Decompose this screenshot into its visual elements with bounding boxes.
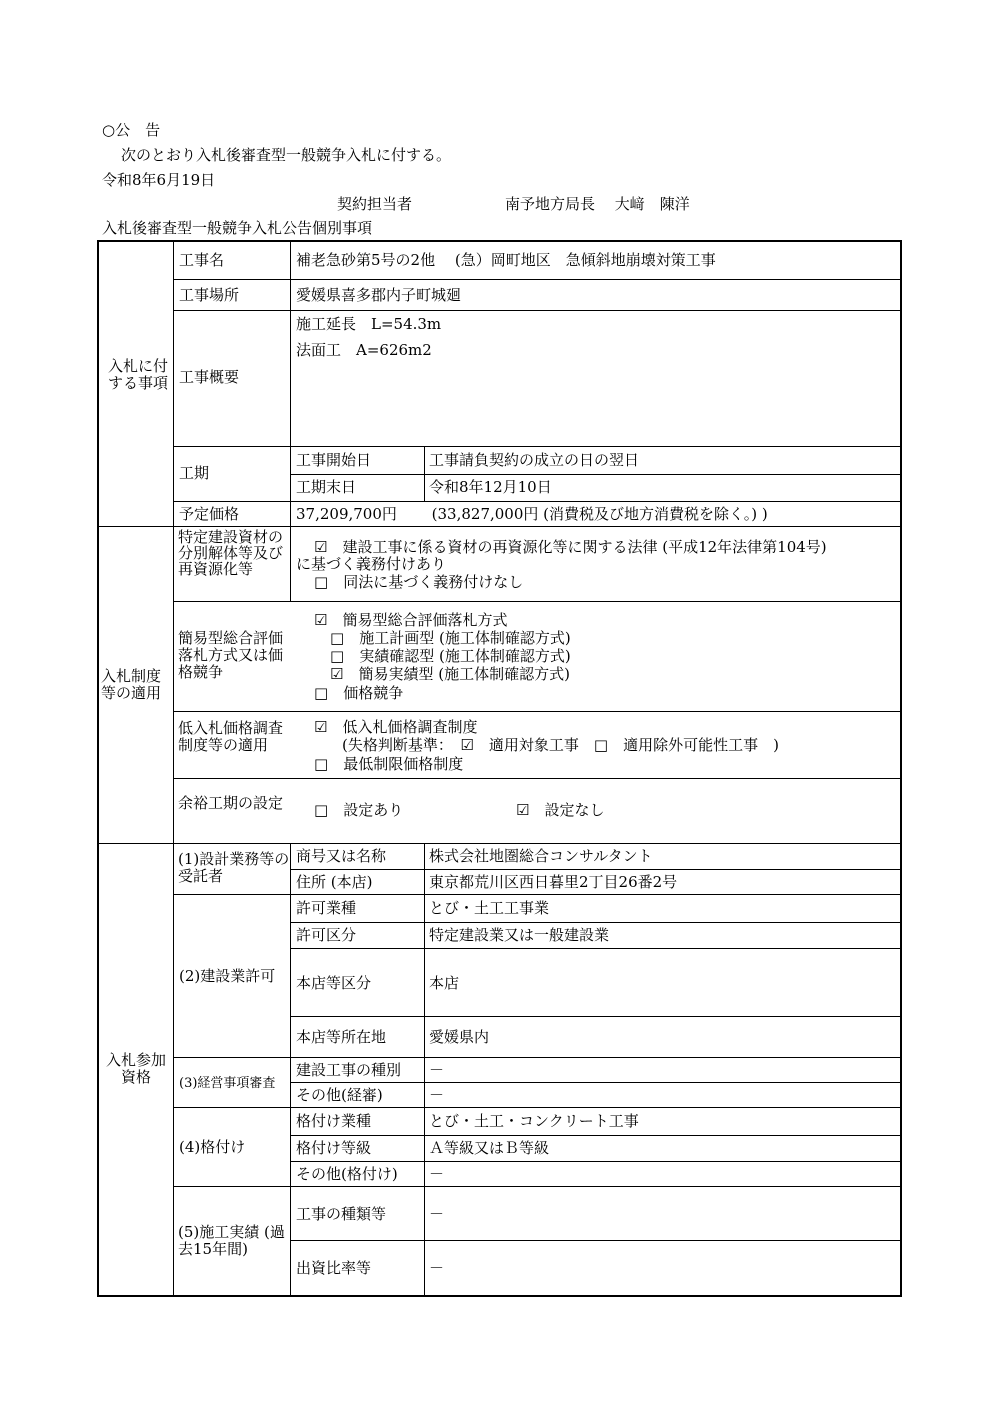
spare-opt2: 設定なし bbox=[544, 801, 605, 819]
address: 東京都荒川区西日暮里2丁目26番2号 bbox=[429, 873, 678, 891]
spare-opt2-checkbox[interactable]: ☑ bbox=[516, 801, 530, 819]
eval-sub3-checkbox[interactable]: ☑ bbox=[330, 665, 344, 683]
low-opt1-checkbox[interactable]: ☑ bbox=[314, 718, 328, 736]
record-ratio-label: 出資比率等 bbox=[296, 1259, 372, 1277]
rank-grade-label: 格付け等級 bbox=[296, 1139, 372, 1157]
overview-line-1: 施工延長 L=54.3m bbox=[296, 315, 442, 333]
license-label: (2)建設業許可 bbox=[179, 967, 276, 985]
low-sub-opt2-checkbox[interactable]: □ bbox=[593, 736, 609, 754]
design-label: (1)設計業務等の受託者 bbox=[178, 850, 290, 885]
low-sub-prefix: (失格判断基準： bbox=[342, 736, 446, 754]
overview-label: 工事概要 bbox=[179, 368, 240, 386]
record-label: (5)施工実績 (過去15年間) bbox=[178, 1223, 285, 1258]
record-kind-label: 工事の種類等 bbox=[296, 1205, 387, 1223]
section1-title: 入札に付する事項 bbox=[108, 357, 169, 392]
price-value: 37,209,700円 (33,827,000円 (消費税及び地方消費税を除く。) ) bbox=[296, 505, 768, 523]
rank-type: とび・土工・コンクリート工事 bbox=[429, 1112, 639, 1130]
start-value: 工事請負契約の成立の日の翌日 bbox=[429, 451, 640, 469]
recycle-label: 特定建設資材の分別解体等及び再資源化等 bbox=[178, 528, 284, 578]
end-label: 工期末日 bbox=[296, 478, 357, 496]
overview-line-2: 法面工 A=626m2 bbox=[296, 341, 432, 359]
eval-sub2: 実績確認型 (施工体制確認方式) bbox=[359, 647, 571, 665]
eval-label: 簡易型総合評価落札方式又は価格競争 bbox=[178, 629, 284, 681]
low-label: 低入札価格調査制度等の適用 bbox=[178, 719, 284, 754]
rank-grade: Ａ等級又はＢ等級 bbox=[429, 1139, 550, 1157]
office-class-label: 本店等区分 bbox=[296, 974, 372, 992]
contractor-name: 南予地方局長 大﨑 陳洋 bbox=[505, 195, 690, 213]
review-kind: － bbox=[429, 1061, 445, 1079]
project-name: 補老急砂第5号の2他 (急）岡町地区 急傾斜地崩壊対策工事 bbox=[296, 251, 716, 269]
eval-sub1-checkbox[interactable]: □ bbox=[330, 629, 345, 647]
license-type: とび・土工工事業 bbox=[429, 899, 550, 917]
eval-opt2-checkbox[interactable]: □ bbox=[314, 684, 329, 702]
office-loc-label: 本店等所在地 bbox=[296, 1028, 387, 1046]
location-label: 工事場所 bbox=[179, 286, 240, 304]
eval-opt2: 価格競争 bbox=[343, 684, 404, 702]
rank-other: － bbox=[429, 1165, 445, 1183]
low-sub-opt1-checkbox[interactable]: ☑ bbox=[460, 736, 474, 754]
low-sub-opt2: 適用除外可能性工事 ) bbox=[623, 736, 779, 754]
recycle-opt2: 同法に基づく義務付けなし bbox=[343, 573, 524, 591]
review-label: (3)経営事項審査 bbox=[179, 1076, 276, 1091]
license-type-label: 許可業種 bbox=[296, 899, 357, 917]
spare-opt1: 設定あり bbox=[343, 801, 404, 819]
rank-type-label: 格付け業種 bbox=[296, 1112, 372, 1130]
low-sub-opt1: 適用対象工事 bbox=[488, 736, 579, 754]
eval-opt1-checkbox[interactable]: ☑ bbox=[314, 611, 328, 629]
trade-name: 株式会社地圏総合コンサルタント bbox=[429, 847, 653, 865]
spare-opt1-checkbox[interactable]: □ bbox=[314, 801, 329, 819]
section2-title: 入札制度等の適用 bbox=[101, 667, 162, 702]
recycle-opt1-checkbox[interactable]: ☑ bbox=[314, 538, 328, 556]
eval-sub1: 施工計画型 (施工体制確認方式) bbox=[359, 629, 571, 647]
license-class-label: 許可区分 bbox=[296, 926, 357, 944]
eval-sub3: 簡易実績型 (施工体制確認方式) bbox=[358, 665, 570, 683]
rank-other-label: その他(格付け) bbox=[296, 1165, 398, 1183]
contractor-role: 契約担当者 bbox=[337, 195, 413, 213]
review-other: － bbox=[429, 1086, 445, 1104]
recycle-opt1-line1: 建設工事に係る資材の再資源化等に関する法律 (平成12年法律第104号) bbox=[342, 538, 827, 556]
address-label: 住所 (本店) bbox=[296, 873, 373, 891]
recycle-opt1-line2: に基づく義務付けあり bbox=[296, 555, 447, 573]
period-label: 工期 bbox=[179, 464, 210, 482]
office-class: 本店 bbox=[429, 974, 460, 992]
low-opt2: 最低制限価格制度 bbox=[343, 755, 464, 773]
location: 愛媛県喜多郡内子町城廻 bbox=[296, 286, 462, 304]
rank-label: (4)格付け bbox=[179, 1138, 246, 1156]
office-loc: 愛媛県内 bbox=[429, 1028, 490, 1046]
trade-name-label: 商号又は名称 bbox=[296, 847, 387, 865]
section3-title: 入札参加資格 bbox=[105, 1051, 166, 1086]
project-name-label: 工事名 bbox=[179, 251, 225, 269]
low-opt2-checkbox[interactable]: □ bbox=[314, 755, 329, 773]
price-label: 予定価格 bbox=[179, 505, 240, 523]
review-other-label: その他(経審) bbox=[296, 1086, 383, 1104]
record-kind: － bbox=[429, 1205, 445, 1223]
notice-date: 令和8年6月19日 bbox=[102, 171, 216, 189]
table-title: 入札後審査型一般競争入札公告個別事項 bbox=[102, 219, 373, 237]
eval-sub2-checkbox[interactable]: □ bbox=[330, 647, 345, 665]
intro-text: 次のとおり入札後審査型一般競争入札に付する。 bbox=[121, 146, 452, 164]
end-value: 令和8年12月10日 bbox=[429, 478, 552, 496]
review-kind-label: 建設工事の種別 bbox=[296, 1061, 402, 1079]
low-opt1: 低入札価格調査制度 bbox=[342, 718, 478, 736]
record-ratio: － bbox=[429, 1259, 445, 1277]
spare-label: 余裕工期の設定 bbox=[178, 794, 284, 812]
license-class: 特定建設業又は一般建設業 bbox=[429, 926, 610, 944]
start-label: 工事開始日 bbox=[296, 451, 372, 469]
recycle-opt2-checkbox[interactable]: □ bbox=[314, 573, 329, 591]
eval-opt1: 簡易型総合評価落札方式 bbox=[342, 611, 508, 629]
notice-heading: ○公 告 bbox=[102, 121, 161, 139]
